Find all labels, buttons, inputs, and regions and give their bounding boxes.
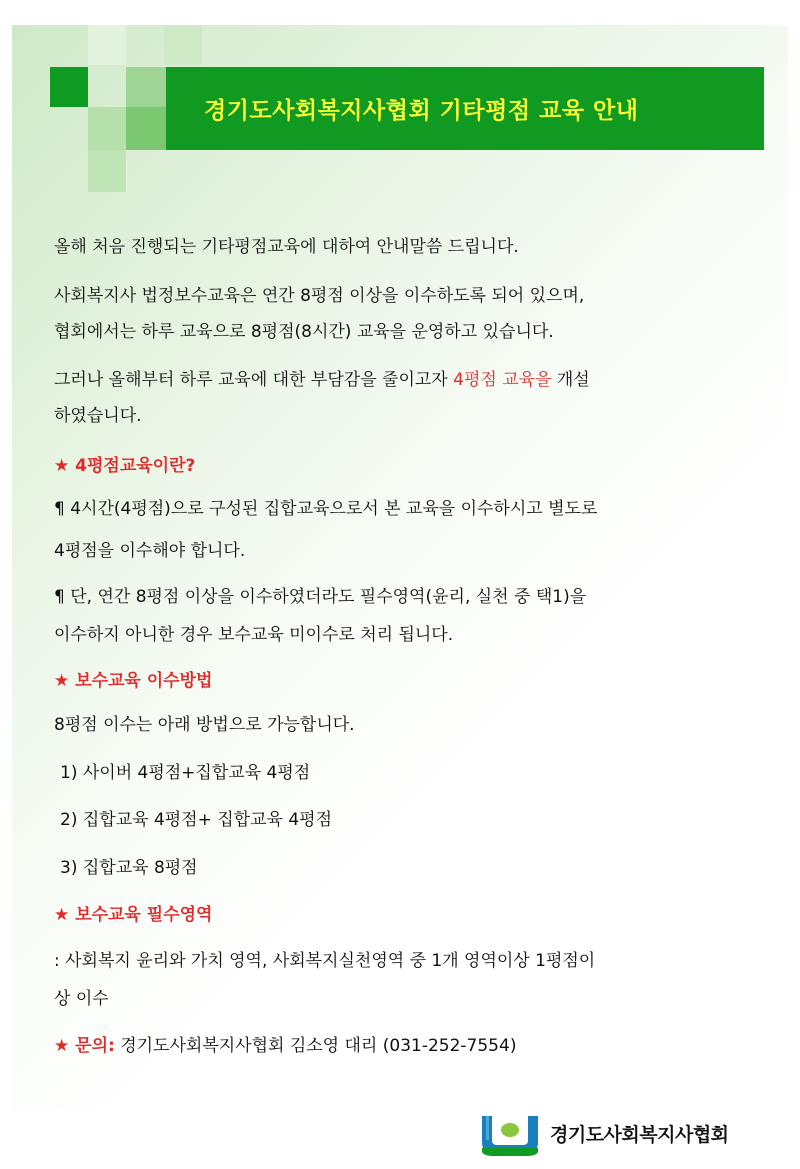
intro-line-4 [54,365,590,390]
contact-text: 경기도사회복지사협회 김소영 대리 (031-252-7554) [114,1036,517,1056]
bullet-2-line-2: 이수하지 아니한 경우 보수교육 미이수로 처리 됩니다. [54,625,454,645]
page-title: 경기도사회복지사협회 기타평점 교육 안내 [204,98,639,124]
intro-line-2: 사회복지사 법정보수교육은 연간 8평점 이상을 이수하도록 되어 있으며, [54,286,585,306]
bullet-1-line-2: 4평점을 이수해야 합니다. [54,541,246,561]
association-logo-text: 경기도사회복지사협회 [550,1124,729,1146]
intro-highlight: 4평점 교육을 [453,370,552,390]
bullet-2-line-1: ¶ 단, 연간 8평점 이상을 이수하였더라도 필수영역(윤리, 실천 중 택1)을 [54,587,587,607]
contact-line [54,1031,516,1056]
intro-line-3: 협회에서는 하루 교육으로 8평점(8시간) 교육을 운영하고 있습니다. [54,322,554,342]
methods-intro: 8평점 이수는 아래 방법으로 가능합니다. [54,715,355,735]
required-line-1: : 사회복지 윤리와 가치 영역, 사회복지실천영역 중 1개 영역이상 1평점이 [54,951,596,971]
section-heading-4-credit: ★ 4평점교육이란? [54,456,196,476]
intro-line-5: 하였습니다. [54,406,142,426]
bullet-1-line-1: ¶ 4시간(4평점)으로 구성된 집합교육으로서 본 교육을 이수하시고 별도로 [54,499,598,519]
section-heading-required: ★ 보수교육 필수영역 [54,905,213,925]
intro-line-4-pre: 그러나 올해부터 하루 교육에 대한 부담감을 줄이고자 [54,370,454,390]
method-item-1: 1) 사이버 4평점+집합교육 4평점 [60,763,311,783]
contact-label: ★ 문의: [54,1036,115,1056]
intro-line-4-post: 개설 [551,370,590,390]
section-heading-methods: ★ 보수교육 이수방법 [54,671,213,691]
intro-line-1: 올해 처음 진행되는 기타평점교육에 대하여 안내말씀 드립니다. [54,237,519,257]
required-line-2: 상 이수 [54,989,109,1009]
method-item-3: 3) 집합교육 8평점 [60,858,198,878]
method-item-2: 2) 집합교육 4평점+ 집합교육 4평점 [60,810,333,830]
